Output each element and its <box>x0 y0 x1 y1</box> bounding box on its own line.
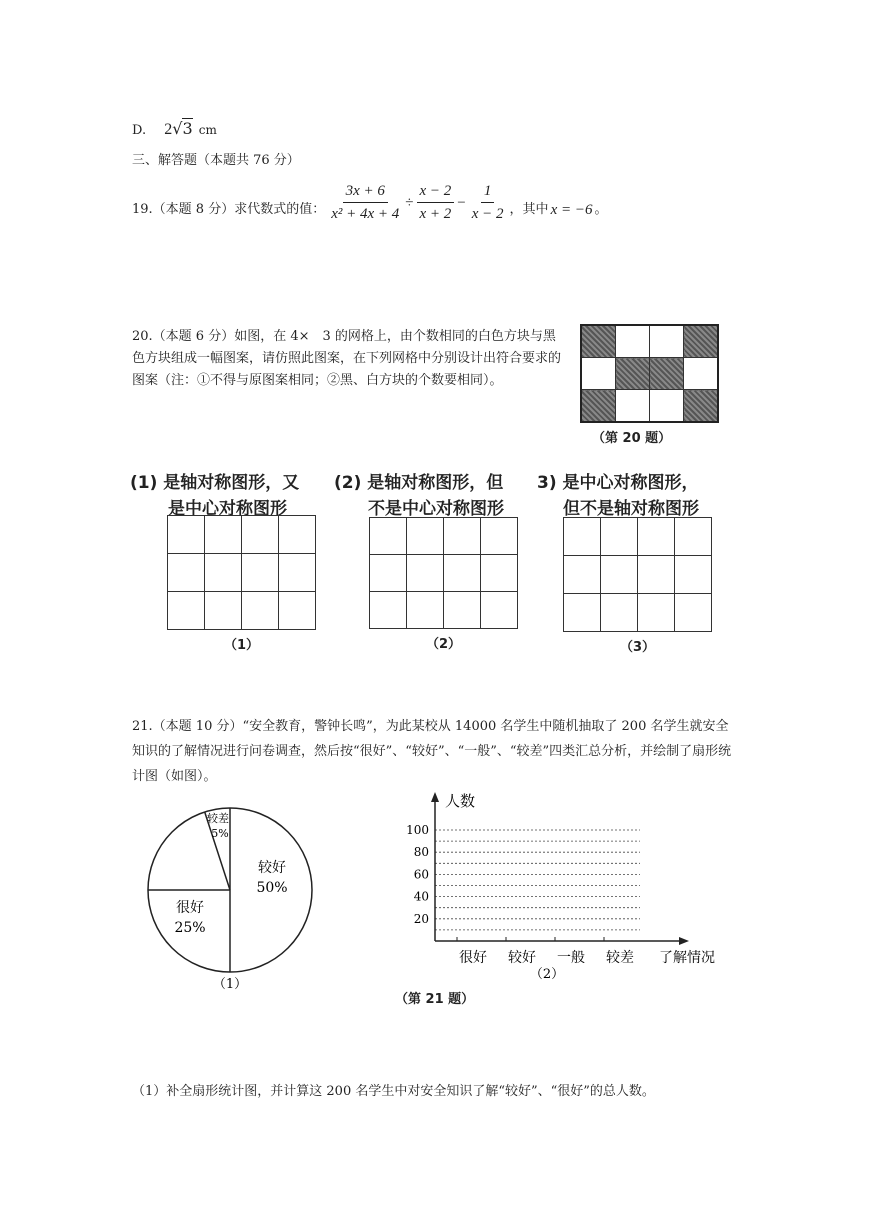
q20-reference-figure <box>580 324 719 446</box>
grid-cell[interactable] <box>444 518 481 555</box>
q20-text: 20.（本题 6 分）如图，在 4× 3 的网格上，由个数相同的白色方块与黑色方块组成一幅图案，请仿照此图案，在下列网格中分别设计出符合要求的图案（注：①不得与原图案相同；②黑、白方块的个数要相同）。 <box>132 329 562 388</box>
grid-1-label: （1） <box>223 638 260 653</box>
q19-prefix: 19.（本题 8 分）求代数式的值： <box>132 201 326 217</box>
pie-label-jiaohao: 较好 <box>258 860 286 876</box>
option-d-coef: 2 <box>164 121 173 138</box>
grid-cell[interactable] <box>279 592 316 630</box>
grid-cell[interactable] <box>601 594 638 632</box>
pattern-cell <box>616 390 650 423</box>
grid-cell[interactable] <box>407 555 444 592</box>
option-d-unit: cm <box>198 123 217 137</box>
grid-cell[interactable] <box>279 516 316 554</box>
q20-req3 <box>537 470 699 522</box>
q21-text: 21.（本题 10 分）“安全教育，警钟长鸣”，为此某校从 14000 名学生中随机抽取了 200 名学生就安全知识的了解情况进行问卷调查，然后按“很好”、“较好”、“一般”、“较差”四类汇总分析，并绘制了扇形统计图（如图）。 <box>132 719 732 784</box>
grid-cell[interactable] <box>564 518 601 556</box>
grid-cell[interactable] <box>444 592 481 629</box>
grid-cell[interactable] <box>370 555 407 592</box>
pattern-cell <box>616 358 650 390</box>
grid-cell[interactable] <box>481 555 518 592</box>
q19-frac2 <box>417 182 455 223</box>
pattern-cell <box>684 358 719 390</box>
grid-cell[interactable] <box>675 594 712 632</box>
y-axis-arrow <box>431 792 439 802</box>
y-tick-label: 60 <box>413 867 429 882</box>
q20-req1-line1: (1) 是轴对称图形，又 <box>130 473 300 493</box>
grid-cell[interactable] <box>168 592 205 630</box>
q19-frac3-den: x − 2 <box>471 206 504 222</box>
blank-grid-2[interactable] <box>369 517 518 652</box>
option-d-letter: D. <box>132 123 147 138</box>
y-tick-label: 100 <box>406 823 429 837</box>
x-category-label: 较好 <box>508 950 536 966</box>
bar-ytick-labels <box>406 823 429 926</box>
q21-sub1: （1）补全扇形统计图，并计算这 200 名学生中对安全知识了解“较好”、“很好”的总人数。 <box>132 1084 655 1099</box>
pie-pct-henhao: 25% <box>174 920 206 936</box>
bar-caption: （2） <box>529 967 565 982</box>
grid-cell[interactable] <box>370 518 407 555</box>
q19-frac1-den: x² + 4x + 4 <box>331 206 400 222</box>
q20-req3-line1: 3) 是中心对称图形， <box>537 473 699 493</box>
pie-pct-jiaocha: 5% <box>211 827 229 840</box>
grid-3-label: （3） <box>619 640 656 655</box>
grid-cell[interactable] <box>675 518 712 556</box>
grid-cell[interactable] <box>205 554 242 592</box>
grid-cell[interactable] <box>168 516 205 554</box>
q20-req1-line2: 是中心对称图形 <box>168 499 287 519</box>
grid-cell[interactable] <box>638 518 675 556</box>
pie-label-henhao: 很好 <box>176 900 204 916</box>
q20-figure-caption: （第 20 题） <box>592 431 672 446</box>
q21-figure-caption: （第 21 题） <box>395 992 475 1007</box>
pattern-cell <box>650 358 684 390</box>
q19-minus: − <box>457 194 466 211</box>
pattern-cell <box>650 390 684 423</box>
grid-cell[interactable] <box>638 594 675 632</box>
q19-frac2-den: x + 2 <box>419 206 452 222</box>
grid-cell[interactable] <box>279 554 316 592</box>
x-category-label: 较差 <box>606 950 634 966</box>
grid-cell[interactable] <box>242 592 279 630</box>
pattern-cell <box>684 325 719 358</box>
q19-frac3 <box>469 182 507 223</box>
grid-cell[interactable] <box>601 556 638 594</box>
grid-cell[interactable] <box>481 592 518 629</box>
q19-end: 。 <box>594 201 608 217</box>
grid-cell[interactable] <box>444 555 481 592</box>
grid-cell[interactable] <box>407 518 444 555</box>
bar-ylabel: 人数 <box>445 792 476 810</box>
section-heading: 三、解答题（本题共 76 分） <box>132 153 300 168</box>
y-tick-label: 40 <box>413 889 429 904</box>
grid-cell[interactable] <box>242 516 279 554</box>
pattern-cell <box>650 325 684 358</box>
pie-caption: （1） <box>212 977 248 992</box>
q19-frac3-num: 1 <box>481 182 495 203</box>
grid-cell[interactable] <box>205 592 242 630</box>
pattern-cell <box>581 390 616 423</box>
question-19 <box>132 182 607 223</box>
x-axis-arrow <box>679 937 689 945</box>
option-d-radicand: 3 <box>182 119 193 138</box>
reference-pattern-grid <box>580 324 719 423</box>
grid-cell[interactable] <box>564 556 601 594</box>
pattern-cell <box>581 325 616 358</box>
grid-cell[interactable] <box>481 518 518 555</box>
grid-cell[interactable] <box>601 518 638 556</box>
grid-cell[interactable] <box>675 556 712 594</box>
q20-req2-line1: (2) 是轴对称图形，但 <box>334 473 504 493</box>
q19-frac2-num: x − 2 <box>417 182 455 203</box>
pattern-cell <box>616 325 650 358</box>
grid-2-label: （2） <box>425 637 462 652</box>
q19-frac1-num: 3x + 6 <box>343 182 388 203</box>
blank-grid-1[interactable] <box>167 515 316 653</box>
q19-suffix: ，其中 <box>509 201 549 217</box>
q19-condition: x = −6 <box>550 201 593 218</box>
grid-cell[interactable] <box>168 554 205 592</box>
grid-cell[interactable] <box>242 554 279 592</box>
grid-cell[interactable] <box>564 594 601 632</box>
bar-chart <box>395 788 725 988</box>
blank-grid-3[interactable] <box>563 517 712 655</box>
q19-div: ÷ <box>405 194 414 211</box>
q20-req2-line2: 不是中心对称图形 <box>368 499 504 519</box>
pie-pct-jiaohao: 50% <box>256 880 288 896</box>
y-tick-label: 20 <box>413 911 429 926</box>
x-category-label: 一般 <box>557 950 585 966</box>
x-category-label: 很好 <box>459 950 487 966</box>
q20-req2 <box>334 470 504 522</box>
option-d <box>132 116 217 144</box>
y-tick-label: 80 <box>413 845 429 860</box>
pattern-cell <box>684 390 719 423</box>
bar-gridlines <box>435 830 640 930</box>
grid-cell[interactable] <box>407 592 444 629</box>
sqrt-sign: √ <box>172 119 183 138</box>
bar-xlabel: 了解情况 <box>659 950 715 966</box>
pie-chart <box>140 800 330 995</box>
grid-cell[interactable] <box>205 516 242 554</box>
pattern-cell <box>581 358 616 390</box>
grid-cell[interactable] <box>370 592 407 629</box>
grid-cell[interactable] <box>638 556 675 594</box>
q20-req3-line2: 但不是轴对称图形 <box>563 499 699 519</box>
pie-label-jiaocha: 较差 <box>207 812 229 825</box>
q19-frac1 <box>328 182 402 223</box>
